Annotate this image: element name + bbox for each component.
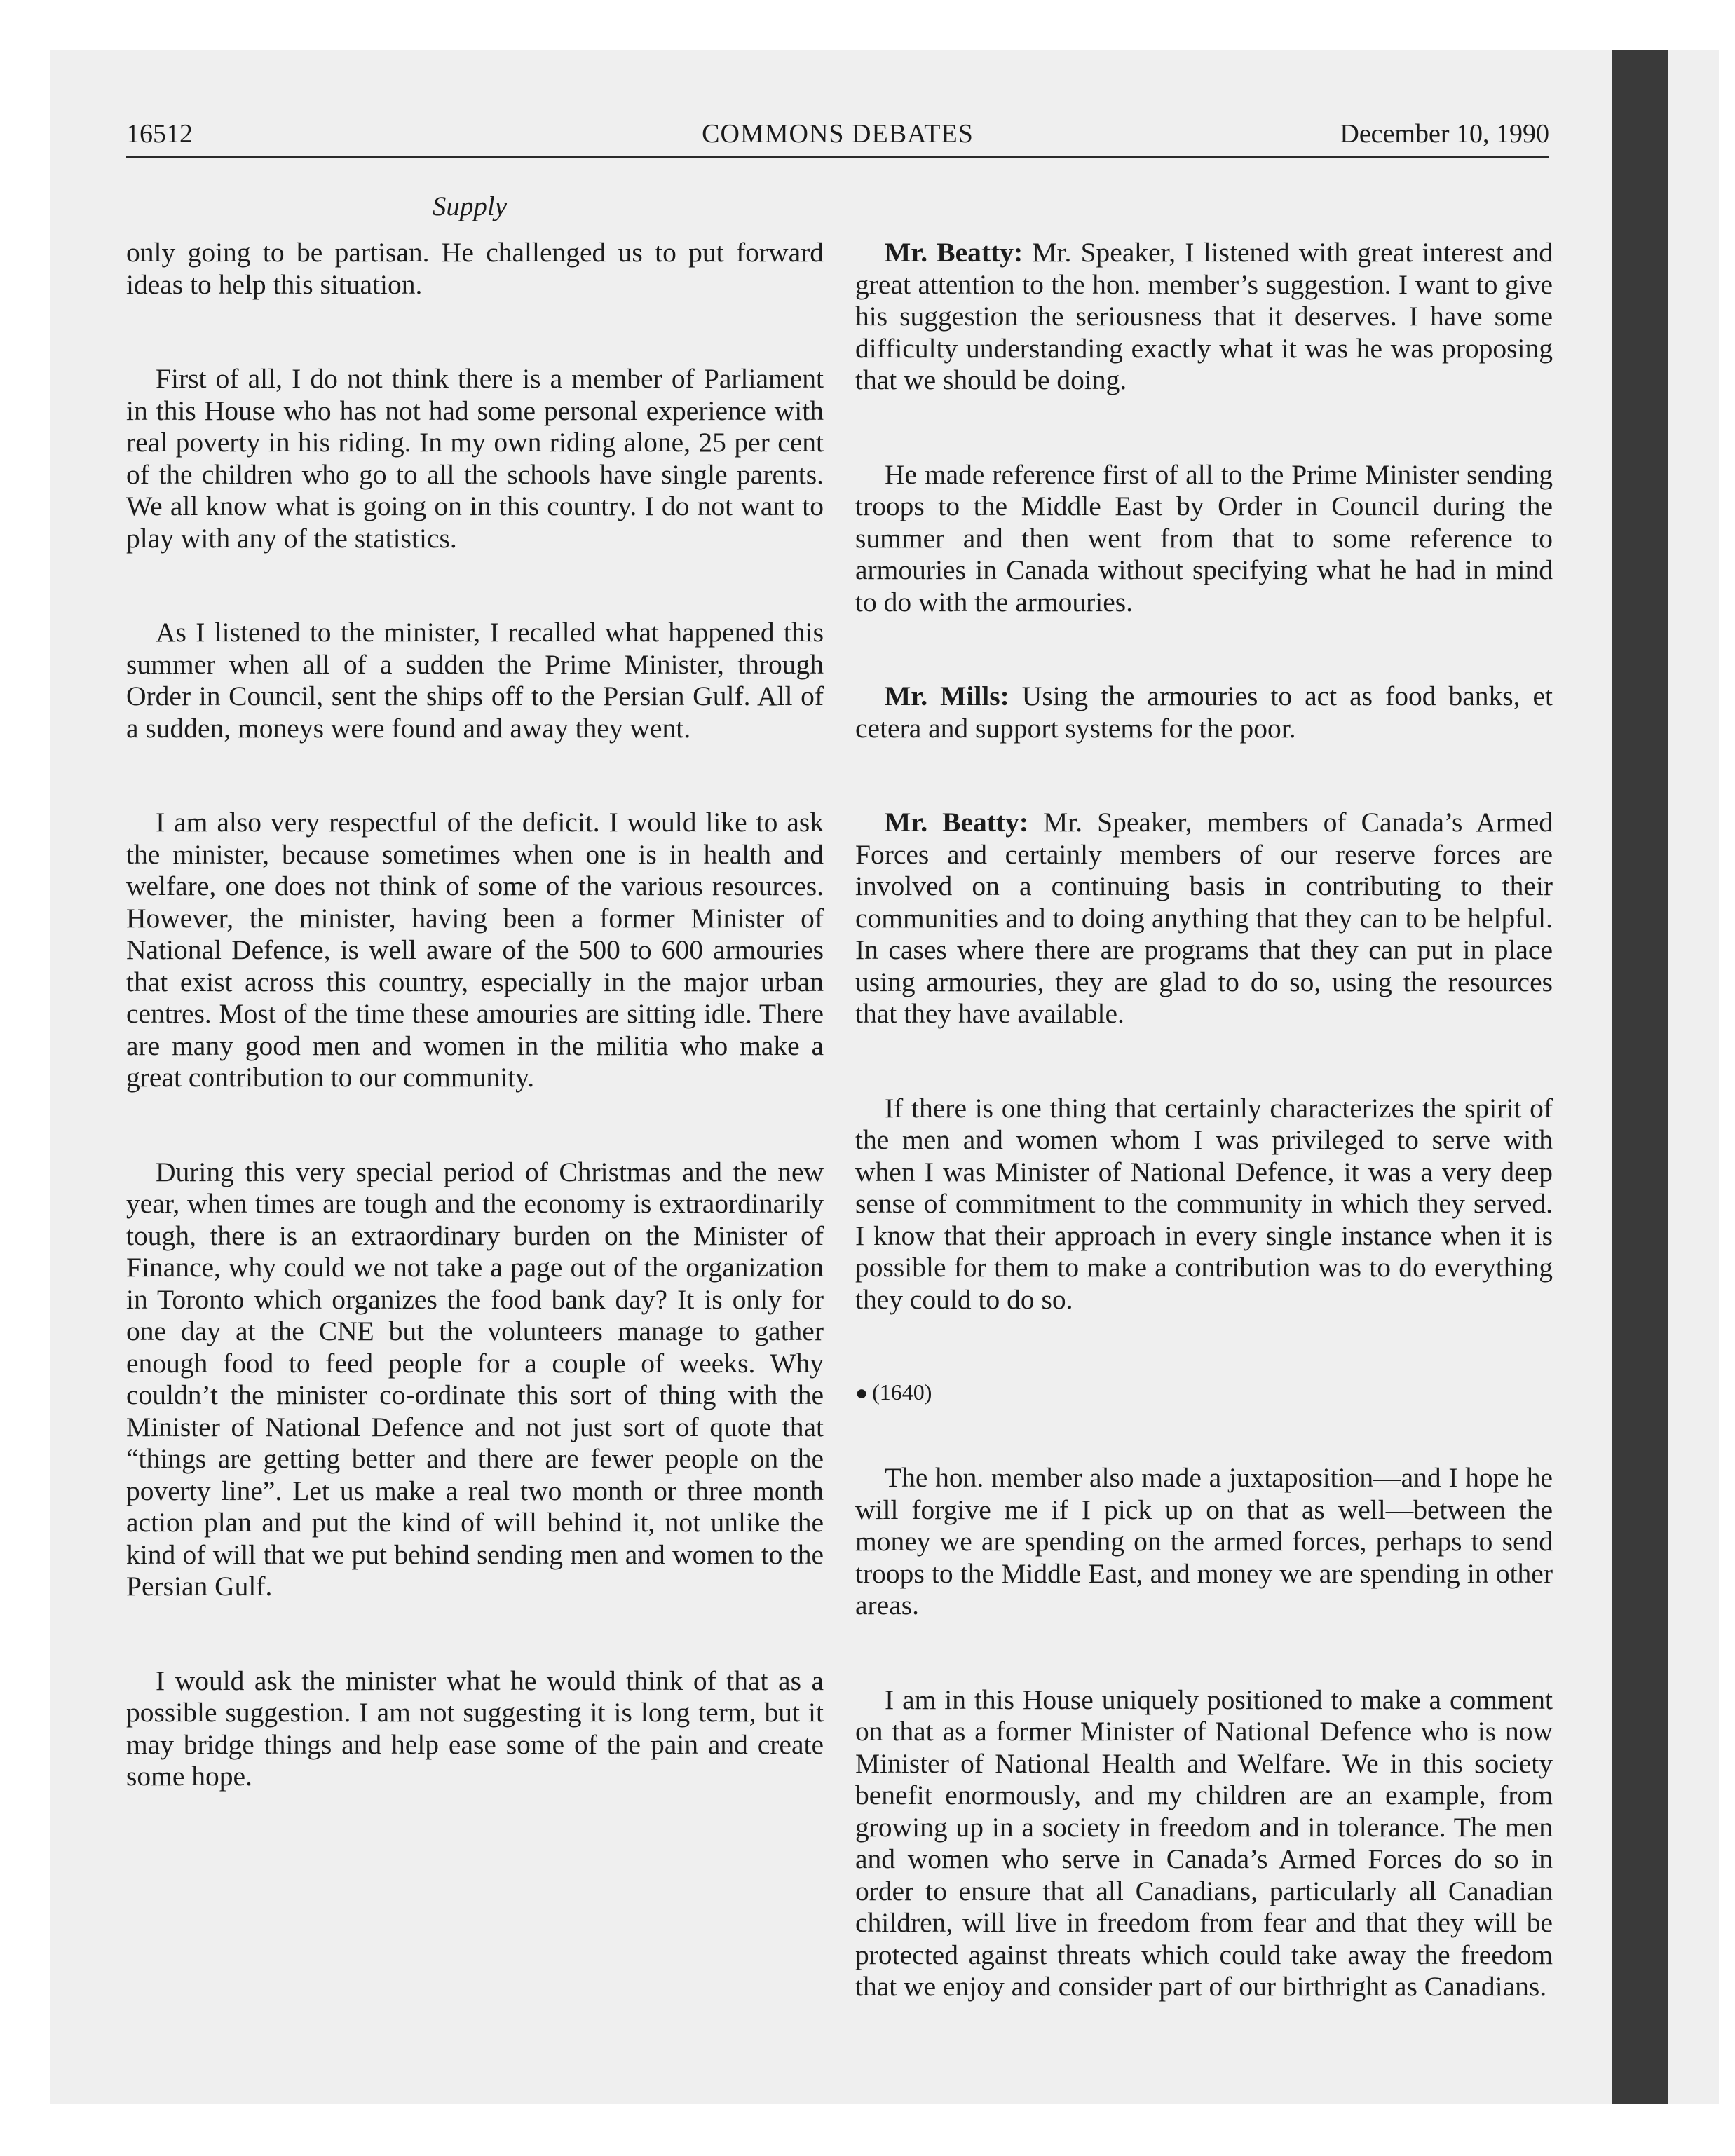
- paragraph: I am also very respectful of the deficit. I would like to ask the minister, because sometimes when one is in health and welfare, one does not think of some of the various resources. However, the minister, having been a former Minister of National Defence, is well aware of the 500 to 600 armouries that exist across this country, especially in the major urban centres. Most of the time these amouries are sitting idle. There are many good men and women in the militia who make a great contribution to our community.: [126, 807, 824, 1093]
- paragraph: As I listened to the minister, I recalled what happened this summer when all of a sudden the Prime Minister, through Order in Council, sent the ships off to the Persian Gulf. All of a sudden, moneys were found and away they went.: [126, 617, 824, 744]
- paragraph: only going to be partisan. He challenged us to put forward ideas to help this situation.: [126, 237, 824, 300]
- timestamp: [855, 1378, 1553, 1407]
- timestamp-text: (1640): [872, 1379, 932, 1405]
- paragraph: If there is one thing that certainly characterizes the spirit of the men and women whom I was privileged to serve with when I was Minister of National Defence, it was a very deep sense of commitment to the community in which they served. I know that their approach in every single instance when it is possible for them to make a contribution was to do everything they could to do so.: [855, 1092, 1553, 1315]
- bullet-icon: ●: [855, 1381, 869, 1405]
- page-number: 16512: [126, 119, 193, 149]
- publication-date: December 10, 1990: [1340, 119, 1549, 149]
- paragraph: I would ask the minister what he would think of that as a possible suggestion. I am not suggesting it is long term, but it may bridge things and help ease some of the pain and create some hope.: [126, 1665, 824, 1792]
- scan-edge-shadow: [1612, 50, 1668, 2104]
- paragraph: I am in this House uniquely positioned to make a comment on that as a former Minister of National Defence who is now Minister of National Health and Welfare. We in this society benefit enormously, and my children are an example, from growing up in a society in freedom and in tolerance. The men and women who serve in Canada’s Armed Forces do so in order to ensure that all Canadians, particularly all Canadian children, will live in freedom from fear and that they will be protected against threats which could take away the freedom that we enjoy and consider part of our birthright as Canadians.: [855, 1684, 1553, 2002]
- paragraph: He made reference first of all to the Prime Minister sending troops to the Middle East by Order in Council during the summer and then went from that to some reference to armouries in Canada without specifying what he had in mind to do with the armouries.: [855, 458, 1553, 618]
- paragraph: First of all, I do not think there is a member of Parliament in this House who has not had some personal experience with real poverty in his riding. In my own riding alone, 25 per cent of the children who go to all the schools have single parents. We all know what is going on in this country. I do not want to play with any of the statistics.: [126, 363, 824, 554]
- running-header: [126, 112, 1549, 158]
- speaker-name: Mr. Beatty:: [885, 237, 1023, 268]
- publication-title: COMMONS DEBATES: [702, 119, 974, 149]
- paragraph: The hon. member also made a juxtaposition—and I hope he will forgive me if I pick up on that as well—between the money we are spending on the armed forces, perhaps to send troops to the Middle East, and money we are spending in other areas.: [855, 1462, 1553, 1621]
- speech-text: Mr. Speaker, members of Canada’s Armed Forces and certainly members of our reserve forces are involved on a continuing basis in contributing to their communities and to doing anything that they can to be helpful. In cases where there are programs that they can put in place using armouries, they are glad to do so, using the resources that they have available.: [855, 807, 1553, 1029]
- speech-text: Using the armouries to act as food banks, et cetera and support systems for the poor.: [855, 681, 1553, 744]
- paragraph: [855, 237, 1553, 397]
- speech-text: Mr. Speaker, I listened with great interest and great attention to the hon. member’s suggestion. I want to give his suggestion the seriousness that it deserves. I have some difficulty understanding exactly what it was he was proposing that we should be doing.: [855, 237, 1553, 395]
- right-column: [855, 237, 1553, 2066]
- paragraph: [855, 807, 1553, 1030]
- speaker-name: Mr. Beatty:: [885, 807, 1028, 838]
- paragraph: [855, 681, 1553, 744]
- speaker-name: Mr. Mills:: [885, 681, 1009, 711]
- paragraph: During this very special period of Christmas and the new year, when times are tough and the economy is extraordinarily tough, there is an extraordinary burden on the Minister of Finance, why could we not take a page out of the organization in Toronto which organizes the food bank day? It is only for one day at the CNE but the volunteers manage to gather enough food to feed people for a couple of weeks. Why couldn’t the minister co-ordinate this sort of thing with the Minister of National Defence and not just sort of quote that “things are getting better and there are fewer people on the poverty line”. Let us make a real two month or three month action plan and put the kind of will behind it, not unlike the kind of will that we put behind sending men and women to the Persian Gulf.: [126, 1156, 824, 1602]
- left-column: [126, 237, 824, 1855]
- section-title: Supply: [432, 191, 508, 221]
